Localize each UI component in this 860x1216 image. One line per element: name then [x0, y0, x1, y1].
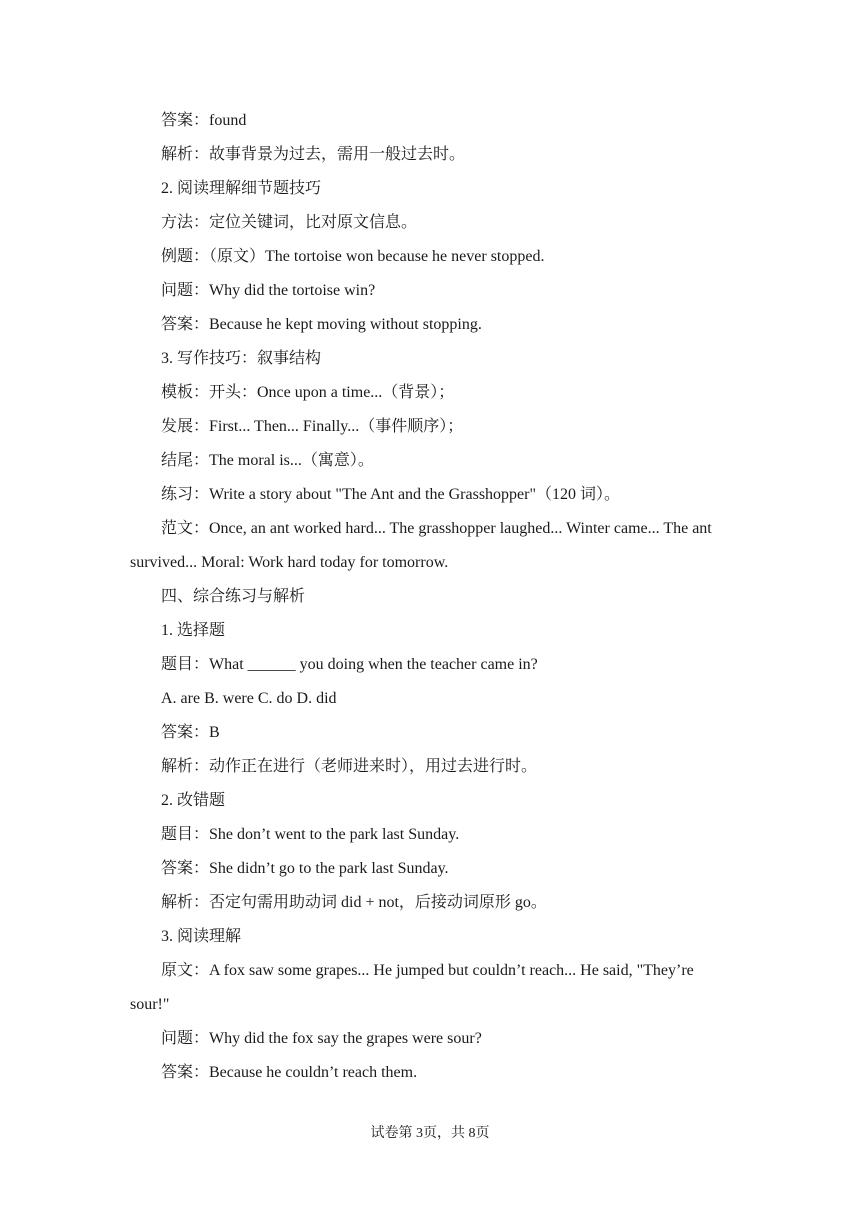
section-heading: 3. 写作技巧：叙事结构: [161, 350, 322, 367]
answer-line: 答案：B: [161, 724, 220, 741]
section-heading: 3. 阅读理解: [161, 928, 242, 945]
analysis-line: 解析：动作正在进行（老师进来时），用过去进行时。: [161, 758, 538, 775]
section-heading: 1. 选择题: [161, 622, 226, 639]
model-essay: 范文：Once, an ant worked hard... The grasshopper laughed... Winter came... The ant survived... Moral: Work hard today for tomorrow.: [130, 520, 712, 571]
question-line: 题目：She don’t went to the park last Sunday.: [161, 826, 460, 843]
analysis-line: 解析：故事背景为过去，需用一般过去时。: [161, 146, 466, 163]
choices-line: A. are B. were C. do D. did: [161, 690, 337, 707]
part-heading: 四、综合练习与解析: [161, 588, 306, 605]
answer-line: 答案：Because he couldn’t reach them.: [161, 1064, 418, 1081]
section-heading: 2. 改错题: [161, 792, 226, 809]
development-line: 发展：First... Then... Finally...（事件顺序）；: [161, 418, 464, 435]
reading-passage: 原文：A fox saw some grapes... He jumped but couldn’t reach... He said, "They’re sour!": [130, 962, 694, 1013]
template-line: 模板：开头：Once upon a time...（背景）；: [161, 384, 455, 401]
method-line: 方法：定位关键词，比对原文信息。: [161, 214, 418, 231]
page-number-footer: 试卷第 3页，共 8页: [370, 1126, 490, 1141]
answer-line: 答案：Because he kept moving without stopping.: [161, 316, 482, 333]
question-line: 题目：What ______ you doing when the teacher came in?: [161, 656, 538, 673]
example-line: 例题：（原文）The tortoise won because he never stopped.: [161, 248, 545, 265]
section-heading: 2. 阅读理解细节题技巧: [161, 180, 322, 197]
question-line: 问题：Why did the tortoise win?: [161, 282, 376, 299]
answer-line: 答案：She didn’t go to the park last Sunday.: [161, 860, 449, 877]
ending-line: 结尾：The moral is...（寓意）。: [161, 452, 374, 469]
question-line: 问题：Why did the fox say the grapes were sour?: [161, 1030, 482, 1047]
analysis-line: 解析：否定句需用助动词 did + not，后接动词原形 go。: [161, 894, 547, 911]
document-body: [130, 104, 740, 1090]
answer-line: 答案：found: [161, 112, 247, 129]
exercise-line: 练习：Write a story about "The Ant and the Grasshopper"（120 词）。: [161, 486, 621, 503]
